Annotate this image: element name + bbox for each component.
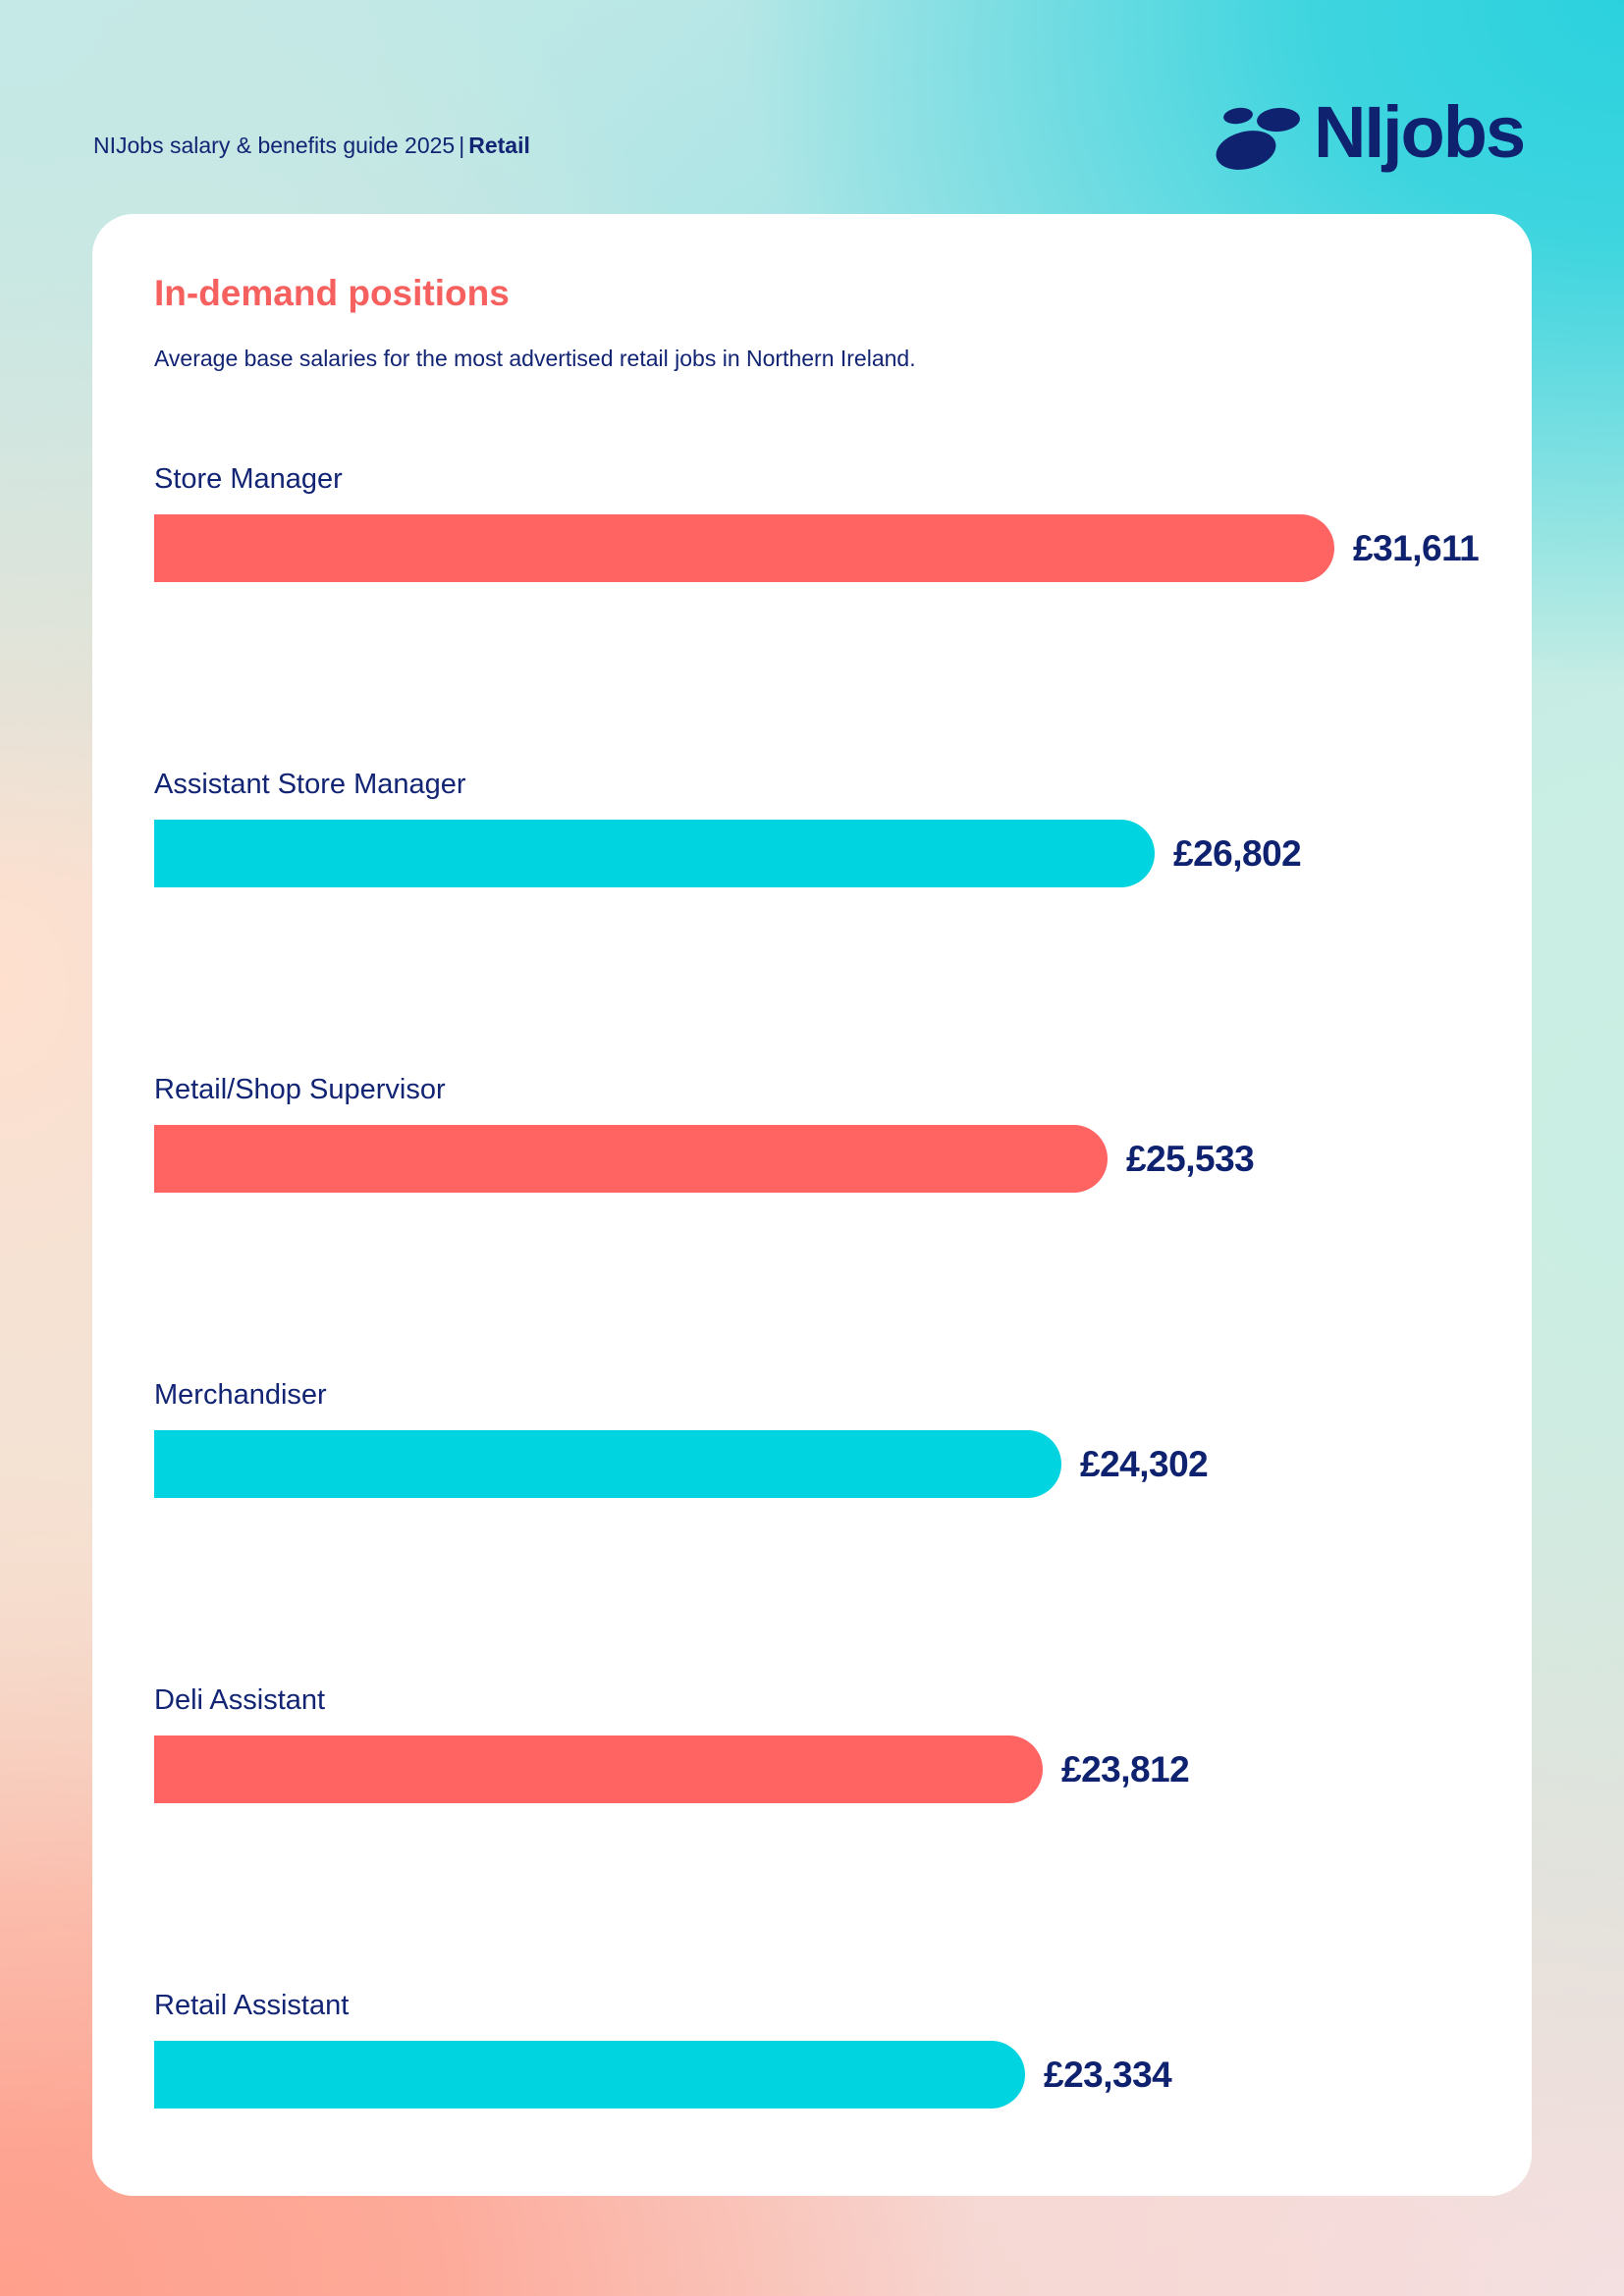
bar-value-label: £25,533	[1126, 1138, 1255, 1179]
bar-row	[154, 1074, 1509, 1201]
guide-header-title	[93, 133, 530, 159]
bar	[154, 2041, 1025, 2109]
chart-card	[92, 214, 1532, 2196]
nijobs-logo	[1216, 91, 1525, 175]
bar-label: Merchandiser	[154, 1379, 327, 1411]
bar-row	[154, 1379, 1509, 1507]
bar-value-label: £23,812	[1061, 1748, 1190, 1789]
bar-value-label: £26,802	[1173, 832, 1302, 874]
bar-label: Retail Assistant	[154, 1990, 350, 2021]
bar-label: Store Manager	[154, 463, 343, 495]
bar-value-label: £23,334	[1044, 2054, 1172, 2095]
chart-title: In-demand positions	[154, 273, 510, 313]
bar-label: Assistant Store Manager	[154, 769, 466, 800]
bar-label: Deli Assistant	[154, 1684, 326, 1716]
bar	[154, 1735, 1043, 1803]
nijobs-blobs-logo-icon	[1216, 98, 1302, 173]
bar-value-label: £31,611	[1353, 527, 1480, 568]
bar	[154, 1430, 1061, 1498]
bar-value-label: £24,302	[1080, 1443, 1209, 1484]
guide-title: NIJobs salary & benefits guide 2025	[93, 133, 456, 158]
bar	[154, 1125, 1108, 1193]
bar	[154, 820, 1155, 887]
header-separator: |	[459, 133, 465, 158]
guide-section: Retail	[468, 133, 530, 158]
logo-text: NIjobs	[1314, 91, 1525, 173]
bar-row	[154, 1990, 1509, 2117]
bar-label: Retail/Shop Supervisor	[154, 1074, 446, 1105]
bar-row	[154, 769, 1509, 896]
bar	[154, 514, 1334, 582]
bar-row	[154, 463, 1509, 591]
bar-row	[154, 1684, 1509, 1812]
chart-subtitle: Average base salaries for the most advertised retail jobs in Northern Ireland.	[154, 346, 916, 371]
